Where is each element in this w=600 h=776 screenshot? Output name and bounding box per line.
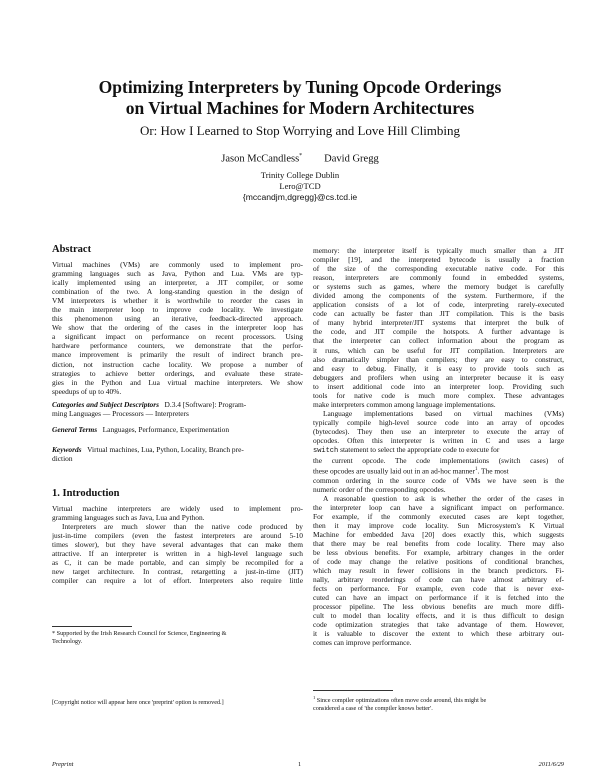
text-line: strategies to achieve better orderings, and evaluate these strate- [52,368,303,378]
text-line: Interpreters are much slower than the native code produced by [62,522,303,532]
text-line: mance improvement is primarily the result of indirect branch pre- [52,350,303,360]
text-line: or systems such as games, where the memory budget is carefully [313,282,564,292]
footer-preprint: Preprint [52,761,74,768]
text-line: reason, interpreters are commonly found in embedded systems, [313,273,564,283]
paper-title-line1: Optimizing Interpreters by Tuning Opcode Orderings [98,77,502,97]
text-line: then it may improve code locality. Sun Microsystem's K Virtual [313,520,564,530]
text-line: the code, and JIT compile the hotspots. A further advantage is [313,327,564,337]
text-line: code optimization strategies that take advantage of them. However, [313,620,564,630]
categories-heading: Categories and Subject Descriptors [52,400,159,409]
text-line: also dramatically simpler than compilers; they are easy to construct, [313,354,564,364]
affiliation: Lero@TCD [279,181,321,191]
author-name: David Gregg [324,153,379,165]
text-line: comes can improve performance. [313,638,412,648]
paper-subtitle: Or: How I Learned to Stop Worrying and Love Hill Climbing [139,123,461,138]
text-line: code can actually be faster than JIT compilation. This is the basis [313,309,564,319]
text-line: tools for native code is much more complex. These advantages [313,390,564,400]
text-line: nally, arbitrary reorderings of code can have almost arbitrary ef- [313,575,564,585]
text-line: that the interpreter can collect information about the program as [313,336,564,346]
text-line: of the size of the corresponding executable native code. For this [313,264,564,274]
text-line: attractive. If an interpreter is written in a high-level language such [52,549,303,559]
text-line: of many hybrid interpreter/JIT systems that interpret the bulk of [313,318,564,328]
text-line: times slower), but they have several advantages that can make them [52,540,303,550]
text-line: compiler can require a lot of effort. Interpreters also require little [52,576,303,586]
text-line: cuted can have an impact on performance if it is fetched into the [313,593,564,603]
text-line: which may result in fewer collisions in the branch predictors. Fi- [313,566,564,576]
footnote-line: considered a case of 'the compiler knows better'. [313,704,433,712]
author-list [40,153,560,165]
keywords-text: diction [52,454,73,464]
footnote-line: Technology. [52,637,83,645]
text-line: new target architecture. In contrast, retargetting a just-in-time (JIT) [52,567,303,577]
author-email: {mccandjm,dgregg}@cs.tcd.ie [242,192,358,202]
text-line: VM interpreters is whether it is worthwhile to reorder the cases in [52,296,303,306]
text-line: memory: the interpreter itself is typically much smaller than a JIT [313,246,564,255]
paper-title-line2: on Virtual Machines for Modern Architectures [125,98,475,118]
text-line: We show that the ordering of the cases in the interpreter loop has [52,323,303,333]
text-fragment: statement to select the appropriate code to execute for [340,445,500,455]
compiler-footnote [313,694,564,712]
text-line: hardware performance counters, we demonstrate that the perfor- [52,341,303,351]
text-line: Language implementations based on virtual machines (VMs) [323,408,564,418]
copyright-notice [52,699,303,707]
text-fragment: . The most [477,466,509,476]
footer-date: 2011/6/29 [538,761,564,768]
footnote-rule [52,626,132,627]
abstract-heading: Abstract [52,244,92,255]
categories-text: ming Languages — Processors — Interpreters [52,409,189,419]
text-line: diction, not instruction cache locality. We propose a number of [52,359,303,369]
text-line: it is valuable to discover the extent to which these arbitrary out- [313,629,564,639]
footnote-ref: 1 [474,467,478,473]
text-line: of code may change the relative positions of conditional branches, [313,557,564,567]
text-line: debuggers and profilers when using an interpreter because it is easy [313,372,564,382]
categories-block [52,400,303,418]
introduction-body [52,504,303,585]
introduction-heading: 1. Introduction [52,488,120,499]
text-line: this phenomenon using an iterative, feedback-directed approach. [52,314,303,324]
text-line: gies in the Python and Lua virtual machine interpreters. We show [52,377,303,387]
text-line: processor pipeline. The less obvious benefits are much more diffi- [313,602,564,612]
copyright-text: [Copyright notice will appear here once 'preprint' option is removed.] [52,699,224,706]
text-line: be less obvious benefits. For example, arbitrary changes in the order [313,548,564,558]
abstract-body [52,260,303,396]
text-line: (bytecodes). They then use an interpreter to execute the array of [313,426,564,436]
text-line: gramming languages such as Java, Python and Lua. VMs are typ- [52,269,303,279]
text-line: the current opcode. The code implementations (switch cases) of [313,456,564,466]
text-line: Machine for embedded Java [20] does exactly this, which suggests [313,529,564,539]
author-support-footnote [52,630,303,645]
text-line: divided among the components of the system. Furthermore, if the [313,291,564,301]
categories-text: D.3.4 [Software]: Program- [164,400,247,409]
text-line: that there may be real benefits from code locality. There may also [313,538,564,548]
text-line: the main interpreter loop to improve code locality. We investigate [52,305,303,315]
keywords-block [52,445,303,463]
text-line: cult to model than locality effects, and it is thus difficult to design [313,611,564,621]
keywords-text: Virtual machines, Lua, Python, Locality, Branch pre- [87,445,244,454]
keywords-heading: Keywords [52,445,82,454]
text-line: typically compile high-level source code into an array of opcodes [313,417,564,427]
footnote-mark: 1 [313,695,316,700]
general-terms-block [52,425,303,434]
text-line: opcodes. Often this interpreter is written in C and uses a large [313,435,564,445]
text-line: Virtual machines (VMs) are commonly used to implement pro- [52,260,303,269]
affiliation: Trinity College Dublin [260,170,340,180]
text-line: A reasonable question to ask is whether the order of the cases in [323,493,564,503]
general-terms-text: Languages, Performance, Experimentation [102,425,230,434]
text-line: Virtual machine interpreters are widely used to implement pro- [52,504,303,513]
general-terms-heading: General Terms [52,425,98,434]
text-line: and easy to debug. Finally, it is easy to provide tools such as [313,363,564,373]
text-line: gramming languages such as Java, Lua and Python. [52,513,205,523]
text-fragment: these opcodes are usually laid out in an ad-hoc manner [313,466,475,476]
footnote-line: Since compiler optimizations often move code around, this might be [315,697,487,705]
text-line: ically implemented using an interpreter, a JIT compiler, or some [52,278,303,288]
text-line: For example, if the commonly executed cases are kept together, [313,511,564,521]
code-keyword: switch [313,447,339,456]
text-line: common ordering in the source code of VMs we have seen is the [313,475,564,485]
text-line: it runs, which can be useful for JIT compilation. Interpreters are [313,345,564,355]
author-name: Jason McCandless [221,153,300,165]
text-line: make interpreters common among language implementations. [313,399,496,409]
text-line: as C, it can be made portable, and can simply be recompiled for a [52,558,303,568]
footnote-rule [313,690,393,691]
text-line: application consists of a lot of code, interpreting rarely-executed [313,300,564,310]
footnote-line: * Supported by the Irish Research Council for Science, Engineering & [52,630,227,637]
text-line: a significant impact on performance on recent processors. Using [52,332,303,342]
author-footnote-mark: * [299,153,303,159]
text-line: speedups of up to 40%. [52,386,122,396]
text-line: numeric order of the corresponding opcodes. [313,484,446,494]
introduction-continued [313,246,564,648]
text-line: compiler [19], and the interpreted bytecode is usually a fraction [313,255,564,265]
text-line: just-in-time compilers (even the fastest interpreters are around 5-10 [52,531,303,541]
text-line: the interpreter loop can have a significant impact on performance. [313,502,564,512]
text-line: combination of the two. A long-standing question in the design of [52,287,303,297]
text-line: to insert additional code into an interpreter loop. Providing such [313,381,564,391]
page-number: 1 [298,761,302,768]
text-line: fects on performance. For example, even code that is never exe- [313,584,564,594]
